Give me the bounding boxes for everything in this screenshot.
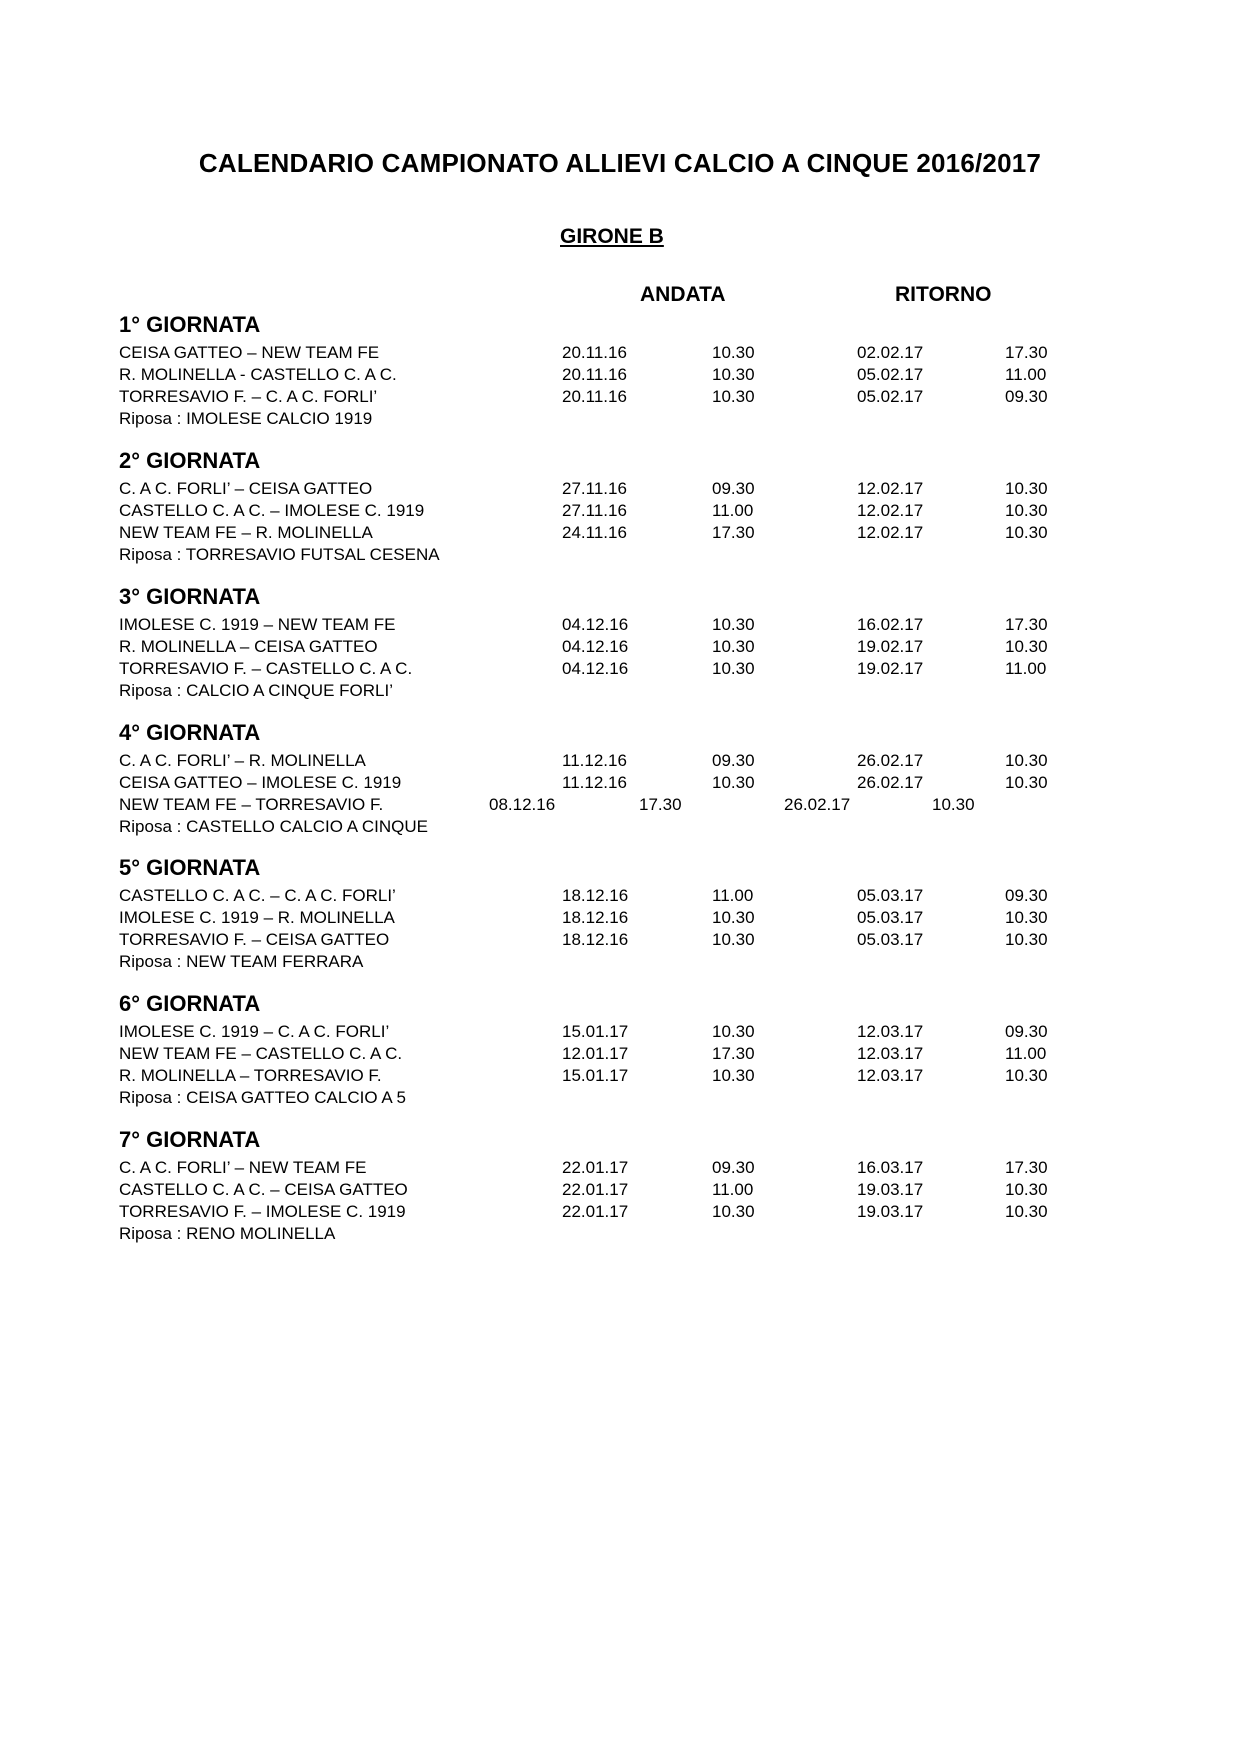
andata-time: 10.30 [712, 1022, 755, 1041]
andata-time: 09.30 [712, 751, 755, 770]
ritorno-time: 09.30 [1005, 1022, 1048, 1041]
match-row [119, 1043, 1119, 1065]
andata-date: 20.11.16 [562, 365, 627, 384]
andata-time: 17.30 [712, 1044, 755, 1063]
ritorno-time: 17.30 [1005, 1158, 1048, 1177]
andata-time: 11.00 [712, 1180, 754, 1199]
ritorno-time: 11.00 [1005, 365, 1047, 384]
andata-time: 10.30 [712, 1202, 755, 1221]
ritorno-date: 19.02.17 [857, 637, 924, 656]
andata-date: 20.11.16 [562, 343, 627, 362]
ritorno-date: 12.02.17 [857, 523, 924, 542]
andata-date: 15.01.17 [562, 1066, 629, 1085]
ritorno-time: 10.30 [1005, 930, 1048, 949]
match-teams: IMOLESE C. 1919 – C. A C. FORLI’ [119, 1022, 390, 1041]
match-teams: NEW TEAM FE – CASTELLO C. A C. [119, 1044, 403, 1063]
matchday-heading: 7° GIORNATA [119, 1127, 261, 1152]
match-row [119, 929, 1119, 951]
andata-time: 17.30 [639, 795, 682, 814]
match-row [119, 1065, 1119, 1087]
andata-date: 22.01.17 [562, 1202, 629, 1221]
andata-date: 27.11.16 [562, 501, 627, 520]
ritorno-time: 09.30 [1005, 886, 1048, 905]
andata-date: 08.12.16 [489, 795, 556, 814]
andata-time: 10.30 [712, 659, 755, 678]
rest-team: Riposa : RENO MOLINELLA [119, 1224, 336, 1243]
andata-date: 04.12.16 [562, 615, 629, 634]
rest-team: Riposa : NEW TEAM FERRARA [119, 952, 364, 971]
ritorno-date: 05.03.17 [857, 908, 924, 927]
match-teams: CASTELLO C. A C. – CEISA GATTEO [119, 1180, 408, 1199]
andata-time: 17.30 [712, 523, 755, 542]
ritorno-date: 26.02.17 [857, 751, 924, 770]
andata-date: 22.01.17 [562, 1180, 629, 1199]
ritorno-date: 05.03.17 [857, 886, 924, 905]
match-teams: IMOLESE C. 1919 – NEW TEAM FE [119, 615, 396, 634]
match-row [119, 1021, 1119, 1043]
match-row [119, 364, 1119, 386]
ritorno-date: 26.02.17 [784, 795, 851, 814]
andata-time: 09.30 [712, 1158, 755, 1177]
ritorno-time: 10.30 [1005, 773, 1048, 792]
match-row [119, 478, 1119, 500]
ritorno-date: 12.02.17 [857, 479, 924, 498]
ritorno-date: 05.02.17 [857, 387, 924, 406]
rest-team: Riposa : CALCIO A CINQUE FORLI’ [119, 681, 393, 700]
matchday-block [119, 855, 1119, 973]
match-teams: NEW TEAM FE – R. MOLINELLA [119, 523, 373, 542]
ritorno-date: 12.03.17 [857, 1066, 924, 1085]
matchday-heading: 5° GIORNATA [119, 855, 261, 880]
andata-date: 24.11.16 [562, 523, 627, 542]
ritorno-time: 10.30 [1005, 908, 1048, 927]
match-row [119, 772, 1119, 794]
match-row [119, 1201, 1119, 1223]
ritorno-time: 10.30 [1005, 637, 1048, 656]
ritorno-time: 10.30 [1005, 751, 1048, 770]
match-teams: R. MOLINELLA – TORRESAVIO F. [119, 1066, 382, 1085]
ritorno-date: 05.03.17 [857, 930, 924, 949]
column-header-andata: ANDATA [640, 283, 726, 306]
match-teams: R. MOLINELLA - CASTELLO C. A C. [119, 365, 397, 384]
ritorno-time: 10.30 [1005, 501, 1048, 520]
match-row [119, 1157, 1119, 1179]
matchday-block [119, 448, 1119, 566]
andata-time: 11.00 [712, 886, 754, 905]
ritorno-time: 11.00 [1005, 659, 1047, 678]
ritorno-time: 10.30 [1005, 479, 1048, 498]
ritorno-date: 16.03.17 [857, 1158, 924, 1177]
andata-date: 20.11.16 [562, 387, 627, 406]
andata-time: 10.30 [712, 615, 755, 634]
matchday-block [119, 312, 1119, 430]
matchday-block [119, 1127, 1119, 1245]
ritorno-date: 12.03.17 [857, 1022, 924, 1041]
andata-time: 10.30 [712, 773, 755, 792]
ritorno-time: 10.30 [1005, 1180, 1048, 1199]
andata-date: 18.12.16 [562, 908, 629, 927]
match-teams: C. A C. FORLI’ – R. MOLINELLA [119, 751, 366, 770]
matchday-heading: 6° GIORNATA [119, 991, 261, 1016]
ritorno-date: 05.02.17 [857, 365, 924, 384]
andata-date: 11.12.16 [562, 751, 627, 770]
ritorno-date: 12.03.17 [857, 1044, 924, 1063]
match-row [119, 500, 1119, 522]
match-row [119, 885, 1119, 907]
matchday-block [119, 720, 1119, 838]
match-row [119, 750, 1119, 772]
ritorno-date: 16.02.17 [857, 615, 924, 634]
match-teams: R. MOLINELLA – CEISA GATTEO [119, 637, 378, 656]
andata-time: 10.30 [712, 637, 755, 656]
match-row [119, 794, 1119, 816]
column-header-ritorno: RITORNO [895, 283, 992, 306]
match-teams: C. A C. FORLI’ – CEISA GATTEO [119, 479, 373, 498]
ritorno-time: 17.30 [1005, 343, 1048, 362]
andata-time: 09.30 [712, 479, 755, 498]
matchday-heading: 3° GIORNATA [119, 584, 261, 609]
match-teams: IMOLESE C. 1919 – R. MOLINELLA [119, 908, 395, 927]
andata-date: 12.01.17 [562, 1044, 629, 1063]
ritorno-date: 26.02.17 [857, 773, 924, 792]
match-row [119, 907, 1119, 929]
andata-date: 18.12.16 [562, 886, 629, 905]
match-row [119, 386, 1119, 408]
ritorno-time: 10.30 [1005, 523, 1048, 542]
andata-date: 22.01.17 [562, 1158, 629, 1177]
match-row [119, 522, 1119, 544]
matchday-heading: 1° GIORNATA [119, 312, 261, 337]
ritorno-time: 09.30 [1005, 387, 1048, 406]
andata-date: 11.12.16 [562, 773, 627, 792]
match-teams: CEISA GATTEO – NEW TEAM FE [119, 343, 380, 362]
andata-time: 10.30 [712, 365, 755, 384]
andata-time: 10.30 [712, 343, 755, 362]
match-row [119, 658, 1119, 680]
andata-date: 04.12.16 [562, 659, 629, 678]
andata-time: 10.30 [712, 387, 755, 406]
andata-time: 10.30 [712, 908, 755, 927]
ritorno-date: 02.02.17 [857, 343, 924, 362]
match-teams: TORRESAVIO F. – IMOLESE C. 1919 [119, 1202, 406, 1221]
match-teams: NEW TEAM FE – TORRESAVIO F. [119, 795, 384, 814]
matchday-block [119, 991, 1119, 1109]
ritorno-date: 19.02.17 [857, 659, 924, 678]
ritorno-date: 19.03.17 [857, 1202, 924, 1221]
ritorno-time: 11.00 [1005, 1044, 1047, 1063]
matchday-heading: 4° GIORNATA [119, 720, 261, 745]
ritorno-time: 10.30 [1005, 1066, 1048, 1085]
rest-team: Riposa : CASTELLO CALCIO A CINQUE [119, 817, 428, 836]
matchday-block [119, 584, 1119, 702]
andata-date: 27.11.16 [562, 479, 627, 498]
andata-time: 11.00 [712, 501, 754, 520]
andata-time: 10.30 [712, 1066, 755, 1085]
match-teams: TORRESAVIO F. – C. A C. FORLI’ [119, 387, 378, 406]
match-teams: TORRESAVIO F. – CASTELLO C. A C. [119, 659, 413, 678]
andata-date: 04.12.16 [562, 637, 629, 656]
match-teams: CEISA GATTEO – IMOLESE C. 1919 [119, 773, 402, 792]
ritorno-time: 10.30 [1005, 1202, 1048, 1221]
match-teams: CASTELLO C. A C. – C. A C. FORLI’ [119, 886, 396, 905]
match-row [119, 636, 1119, 658]
andata-date: 18.12.16 [562, 930, 629, 949]
andata-time: 10.30 [712, 930, 755, 949]
page-title: CALENDARIO CAMPIONATO ALLIEVI CALCIO A CINQUE 2016/2017 [198, 148, 1042, 178]
rest-team: Riposa : TORRESAVIO FUTSAL CESENA [119, 545, 440, 564]
rest-team: Riposa : IMOLESE CALCIO 1919 [119, 409, 373, 428]
andata-date: 15.01.17 [562, 1022, 629, 1041]
matchday-heading: 2° GIORNATA [119, 448, 261, 473]
match-teams: CASTELLO C. A C. – IMOLESE C. 1919 [119, 501, 425, 520]
ritorno-date: 19.03.17 [857, 1180, 924, 1199]
ritorno-time: 10.30 [932, 795, 975, 814]
ritorno-date: 12.02.17 [857, 501, 924, 520]
group-heading: GIRONE B [560, 225, 664, 248]
match-row [119, 342, 1119, 364]
match-row [119, 1179, 1119, 1201]
match-teams: TORRESAVIO F. – CEISA GATTEO [119, 930, 390, 949]
match-teams: C. A C. FORLI’ – NEW TEAM FE [119, 1158, 367, 1177]
match-row [119, 614, 1119, 636]
rest-team: Riposa : CEISA GATTEO CALCIO A 5 [119, 1088, 406, 1107]
ritorno-time: 17.30 [1005, 615, 1048, 634]
